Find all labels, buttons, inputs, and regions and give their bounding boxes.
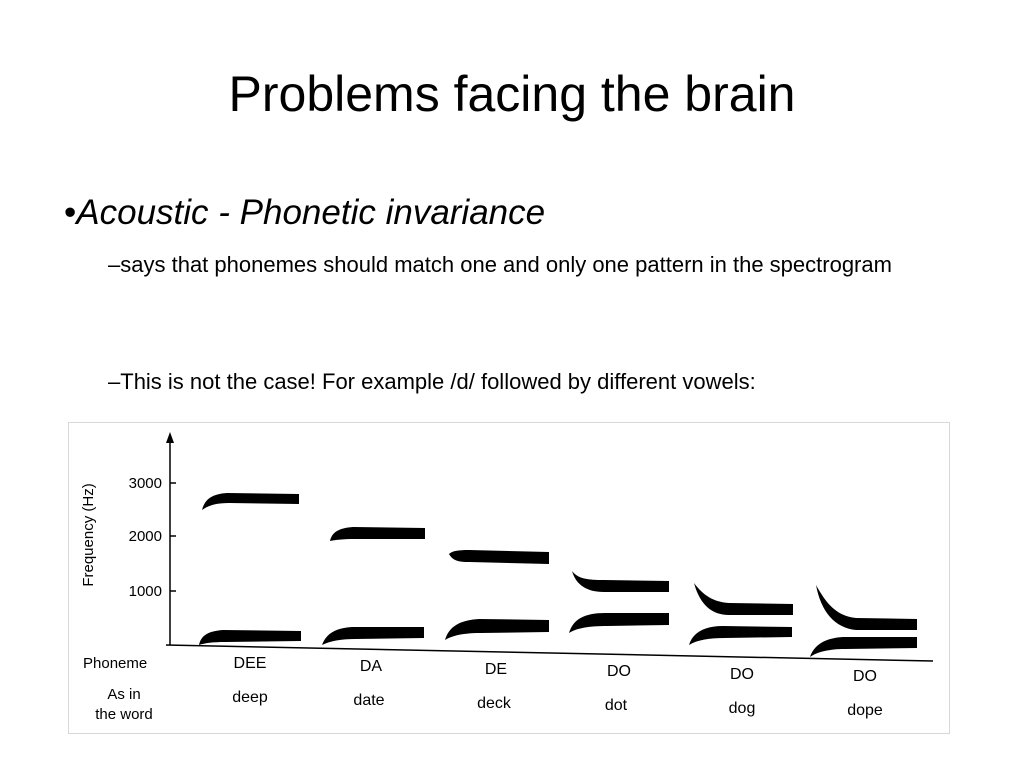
formant-dog-f1 <box>689 626 792 645</box>
y-tick-label-1000: 1000 <box>128 583 162 600</box>
y-axis-arrow <box>166 432 174 443</box>
sub-point-definition-text: says that phonemes should match one and only one pattern in the spectrogram <box>120 252 892 277</box>
sub-marker: – <box>108 252 121 277</box>
formant-dope-f1 <box>810 637 917 657</box>
word-label-4: dot <box>604 697 628 714</box>
phoneme-label-1: DEE <box>233 655 267 672</box>
sub-point-example <box>108 365 928 398</box>
sub-marker: – <box>108 369 121 394</box>
spectrogram-figure <box>68 422 950 734</box>
y-axis-label: Frequency (Hz) <box>80 483 97 587</box>
slide-title: Problems facing the brain <box>228 66 796 122</box>
sub-point-definition <box>108 248 928 281</box>
word-label-2: date <box>353 692 385 709</box>
word-label-1: deep <box>232 689 268 706</box>
formant-date-f2 <box>330 527 425 541</box>
formant-date-f1 <box>322 627 424 645</box>
formant-deep-f2 <box>202 493 299 510</box>
phoneme-label-3: DE <box>484 661 508 678</box>
formant-deep-f1 <box>199 630 301 645</box>
word-label-6: dope <box>847 702 883 719</box>
phoneme-label-5: DO <box>730 666 754 683</box>
phoneme-label-2: DA <box>359 658 383 675</box>
sub-point-example-text: This is not the case! For example /d/ followed by different vowels: <box>120 369 756 394</box>
formant-deck-f2 <box>449 550 549 564</box>
formant-dog-f2 <box>694 583 793 615</box>
y-tick-label-3000: 3000 <box>128 475 162 492</box>
word-label-3: deck <box>477 695 511 712</box>
formant-dope-f2 <box>816 585 917 630</box>
formant-dot-f1 <box>569 613 669 633</box>
bullet-marker: • <box>64 193 77 232</box>
formant-dot-f2 <box>572 571 669 592</box>
word-label-5: dog <box>728 700 756 717</box>
y-tick-label-2000: 2000 <box>128 528 162 545</box>
phoneme-label-6: DO <box>853 668 877 685</box>
formant-deck-f1 <box>445 619 549 640</box>
bullet-heading <box>64 190 545 236</box>
row-label-the-word: the word <box>95 706 153 723</box>
row-label-phoneme: Phoneme <box>83 655 148 672</box>
row-label-as-in: As in <box>107 686 141 703</box>
bullet-text: Acoustic - Phonetic invariance <box>76 193 546 232</box>
phoneme-label-4: DO <box>607 663 631 680</box>
spectrogram-diagram <box>69 423 949 733</box>
